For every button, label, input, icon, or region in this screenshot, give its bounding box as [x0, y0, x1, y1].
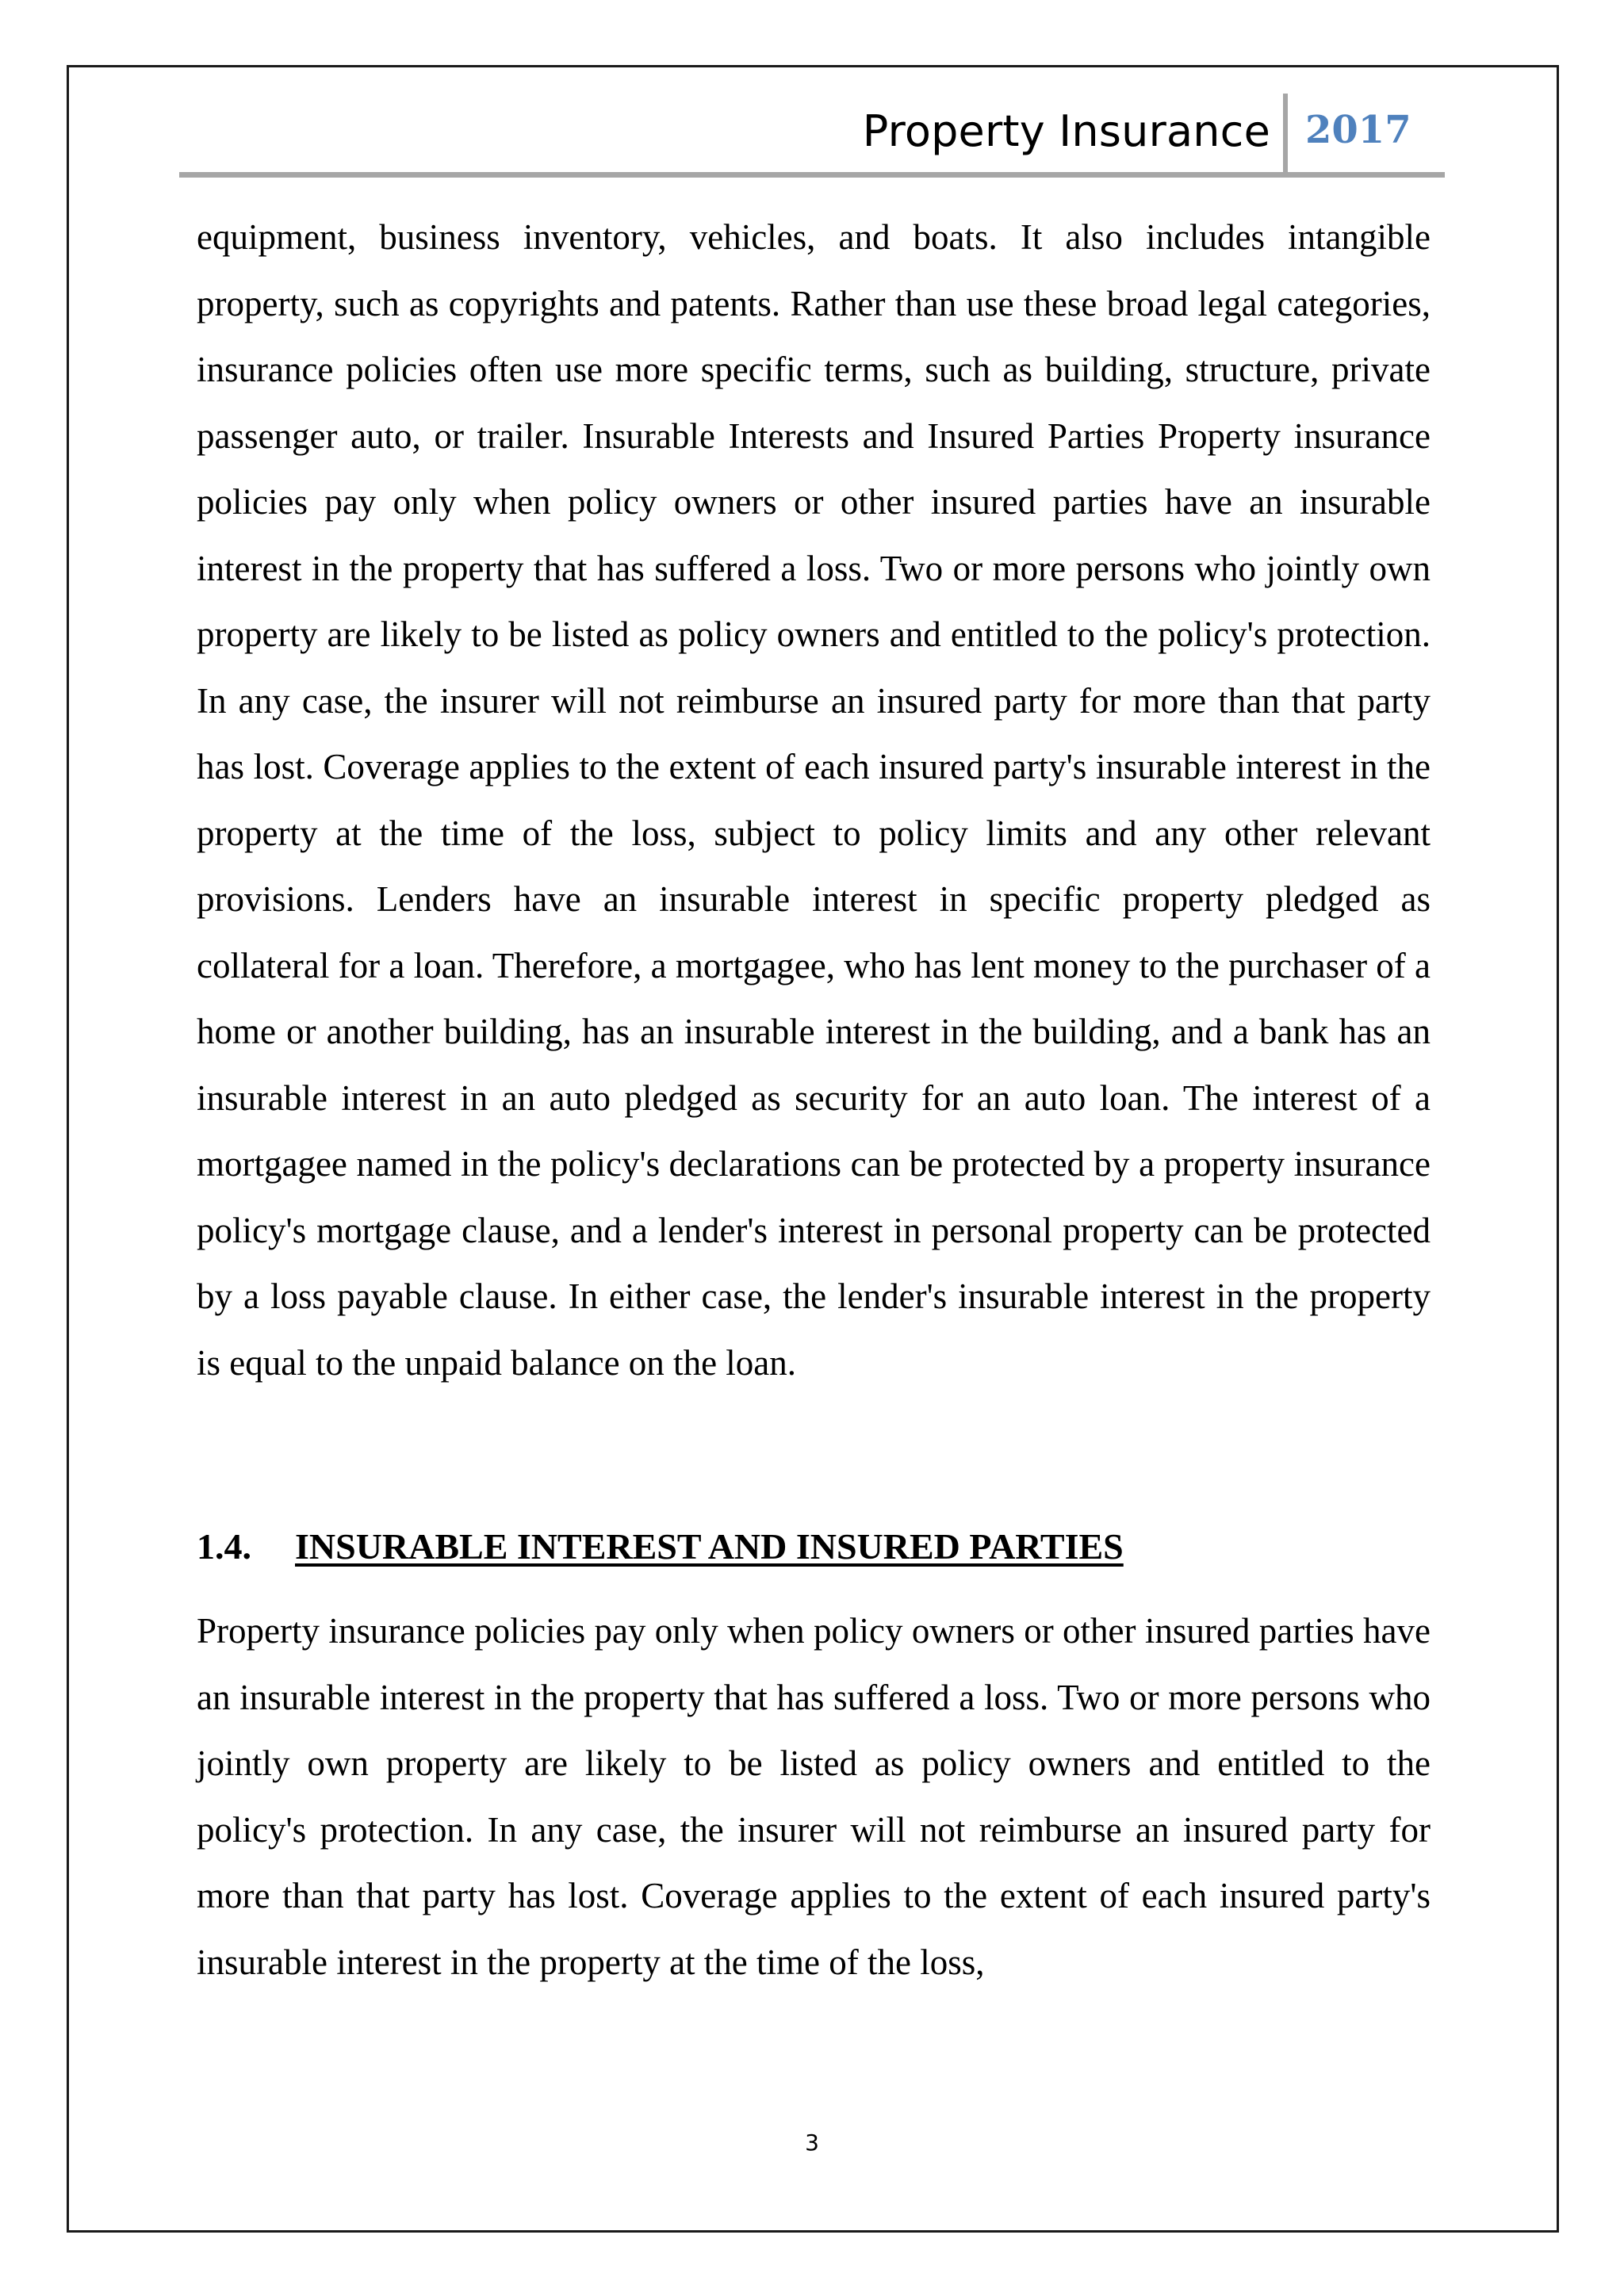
section-title: INSURABLE INTEREST AND INSURED PARTIES [295, 1526, 1124, 1567]
section-number: 1.4. [197, 1526, 251, 1567]
document-body [197, 205, 1431, 1996]
header-separator [1283, 94, 1288, 173]
header-year: 2017 [1305, 108, 1411, 152]
page-header [179, 94, 1445, 178]
section-heading [197, 1513, 1431, 1579]
header-rule [179, 172, 1445, 178]
page-number: 3 [805, 2130, 819, 2156]
header-title: Property Insurance [862, 106, 1270, 156]
body-paragraph-1: equipment, business inventory, vehicles, and boats. It also includes intangible property, such as copyrights and patents. Rather than use these broad legal categories, insurance policies often use more specific terms, such as building, structure, private passenger auto, or trailer. Insurable Interests and Insured Parties Property insurance policies pay only when policy owners or other insured parties have an insurable interest in the property that has suffered a loss. Two or more persons who jointly own property are likely to be listed as policy owners and entitled to the policy's protection. In any case, the insurer will not reimburse an insured party for more than that party has lost. Coverage applies to the extent of each insured party's insurable interest in the property at the time of the loss, subject to policy limits and any other relevant provisions. Lenders have an insurable interest in specific property pledged as collateral for a loan. Therefore, a mortgagee, who has lent money to the purchaser of a home or another building, has an insurable interest in the building, and a bank has an insurable interest in an auto pledged as security for an auto loan. The interest of a mortgagee named in the policy's declarations can be protected by a property insurance policy's mortgage clause, and a lender's interest in personal property can be protected by a loss payable clause. In either case, the lender's insurable interest in the property is equal to the unpaid balance on the loan. [197, 217, 1431, 1383]
body-paragraph-2: Property insurance policies pay only when policy owners or other insured parties have an insurable interest in the property that has suffered a loss. Two or more persons who jointly own property are likely to be listed as policy owners and entitled to the policy's protection. In any case, the insurer will not reimburse an insured party for more than that party has lost. Coverage applies to the extent of each insured party's insurable interest in the property at the time of the loss, [197, 1611, 1431, 1982]
